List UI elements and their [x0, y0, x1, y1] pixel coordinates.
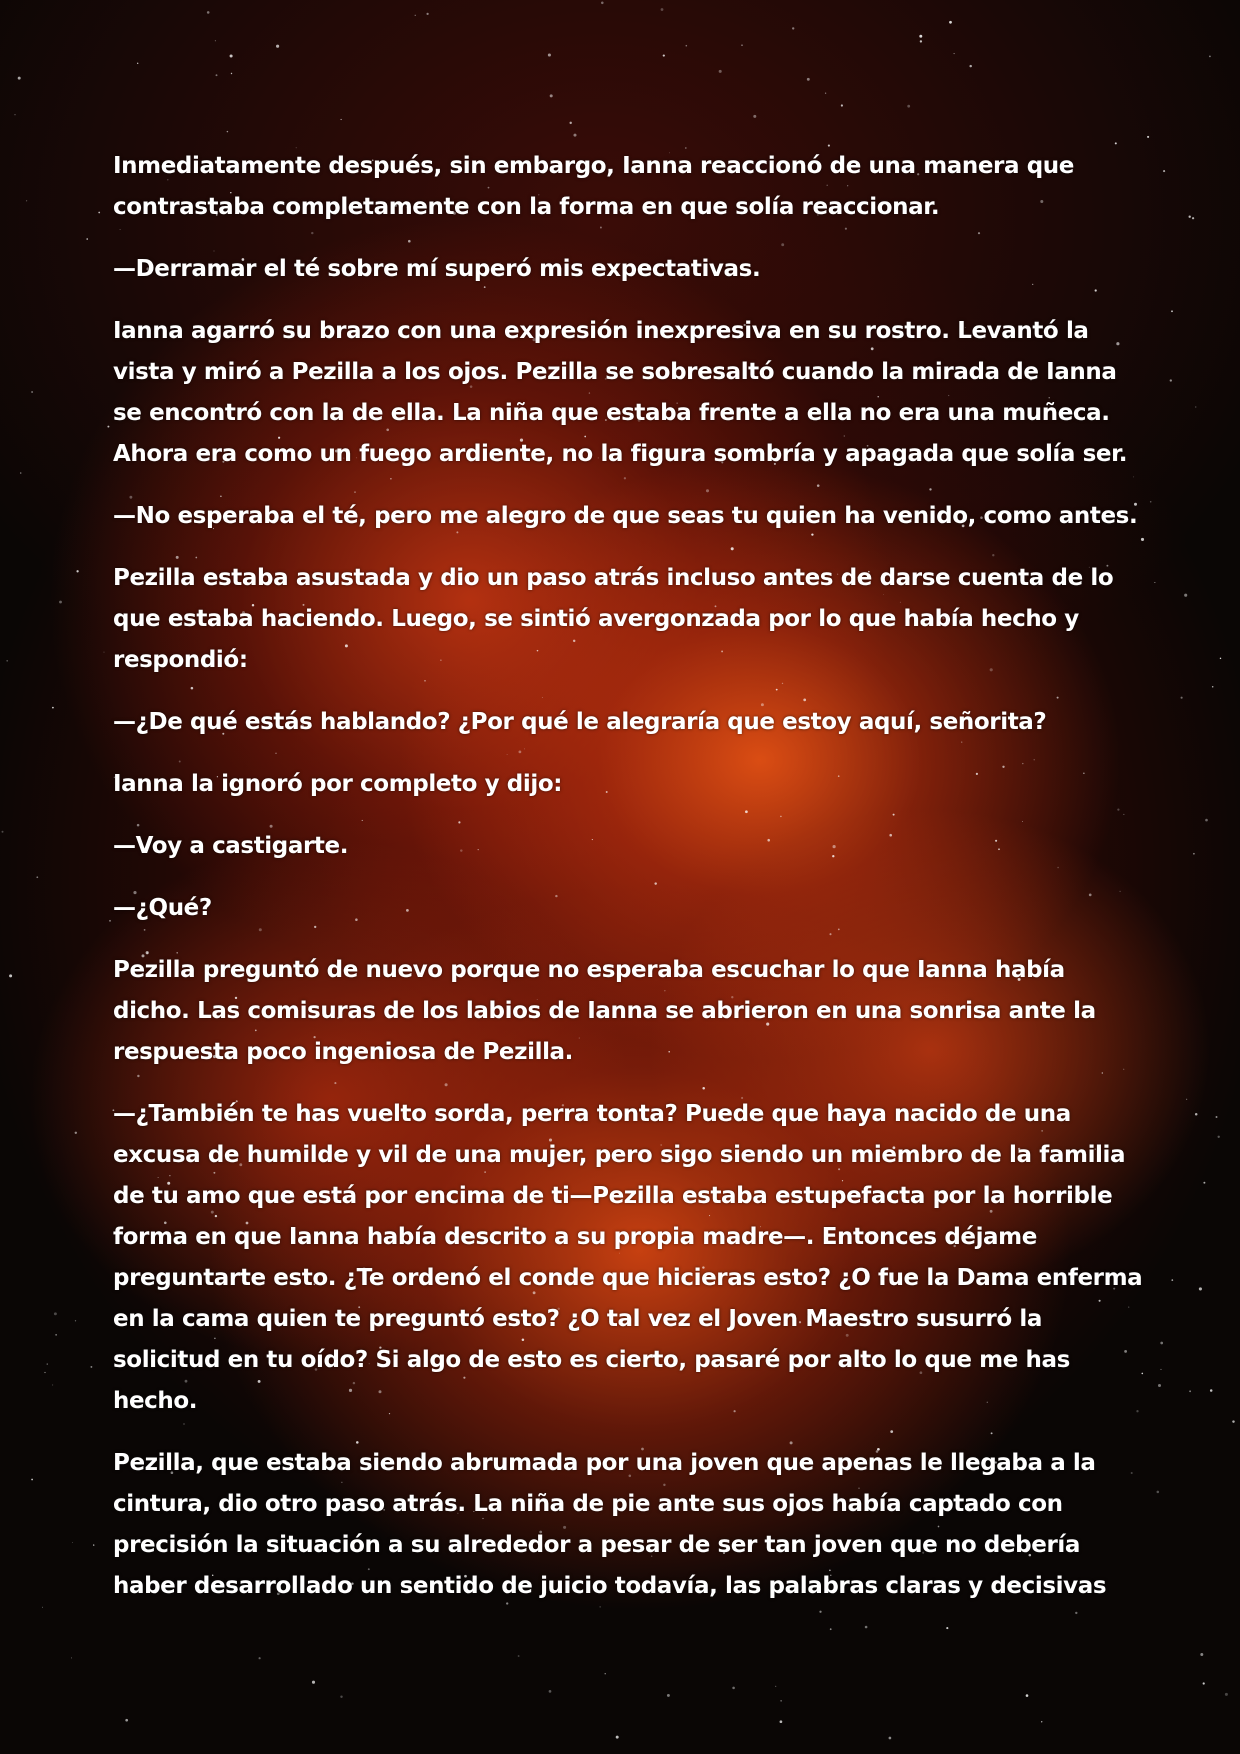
star — [830, 1628, 832, 1630]
star — [1157, 1491, 1160, 1494]
star — [42, 1607, 43, 1608]
star — [753, 115, 756, 118]
star — [949, 21, 952, 24]
star — [93, 1544, 94, 1545]
star — [86, 238, 88, 240]
paragraph: —¿Qué? — [113, 895, 212, 921]
paragraph: —¿De qué estás hablando? ¿Por qué le alegraría que estoy aquí, señorita? — [113, 709, 1047, 735]
star — [1171, 310, 1173, 312]
star — [663, 55, 665, 57]
star — [719, 70, 722, 73]
star — [426, 13, 428, 15]
star — [601, 2, 604, 5]
star — [1220, 658, 1221, 659]
star — [47, 1364, 48, 1365]
star — [44, 1372, 45, 1373]
star — [825, 93, 826, 94]
star — [107, 426, 109, 428]
star — [71, 1657, 72, 1658]
star — [1195, 1113, 1198, 1116]
star — [780, 1700, 781, 1701]
paragraph: Pezilla estaba asustada y dio un paso atrás incluso antes de darse cuenta de lo que estaba haciendo. Luego, se sintió avergonzada por lo que había hecho y respondió: — [113, 565, 1114, 673]
star — [1184, 594, 1187, 597]
star — [31, 391, 33, 393]
paragraph: —Voy a castigarte. — [113, 833, 349, 859]
star — [340, 1695, 342, 1697]
star — [686, 45, 688, 47]
star — [1115, 142, 1117, 144]
star — [732, 1687, 735, 1690]
star — [548, 53, 551, 56]
star — [667, 1694, 670, 1697]
star — [661, 8, 664, 11]
star — [36, 876, 38, 878]
star — [1189, 216, 1191, 218]
star — [1195, 407, 1196, 408]
star — [72, 1542, 73, 1543]
star — [1218, 1136, 1220, 1138]
star — [792, 27, 794, 29]
star — [55, 1334, 56, 1335]
star — [954, 53, 955, 54]
star — [90, 1366, 92, 1368]
star — [605, 1673, 606, 1674]
star — [2, 831, 4, 833]
star — [1200, 1653, 1203, 1656]
star — [969, 65, 971, 67]
star — [109, 920, 111, 922]
star — [1205, 819, 1208, 822]
star — [15, 114, 16, 115]
star — [52, 707, 54, 709]
star — [889, 1737, 892, 1740]
star — [1216, 1116, 1218, 1118]
star — [104, 652, 105, 653]
star — [569, 122, 571, 124]
paragraph: Pezilla, que estaba siendo abrumada por una joven que apenas le llegaba a la cintura, dio otro paso atrás. La niña de pie ante sus ojos había captado con precisión la situación a su alrededor a pesar de ser tan joven que no debería haber desarrollado un sentido de juicio todavía, las palabras claras y decisivas — [113, 1450, 1107, 1599]
star — [1203, 1682, 1205, 1684]
star — [75, 1320, 76, 1321]
star — [312, 1681, 315, 1684]
star — [76, 570, 78, 572]
star — [341, 119, 342, 120]
star — [518, 1655, 520, 1657]
star — [125, 1719, 128, 1722]
star — [1209, 56, 1211, 58]
star — [1171, 1279, 1173, 1281]
star — [1161, 1369, 1162, 1370]
star — [215, 40, 216, 41]
star — [227, 131, 228, 132]
star — [780, 1720, 783, 1723]
star — [1170, 379, 1172, 381]
star — [919, 35, 922, 38]
star — [741, 44, 743, 46]
star — [26, 200, 27, 201]
star — [415, 15, 416, 16]
star — [31, 1479, 33, 1481]
star — [98, 212, 100, 214]
star — [775, 1686, 776, 1687]
paragraph: Ianna agarró su brazo con una expresión inexpresiva en su rostro. Levantó la vista y miró a Pezilla a los ojos. Pezilla se sobresaltó cuando la mirada de Ianna se encontró con la de ella. La niña que estaba frente a ella no era una muñeca. Ahora era como un fuego ardiente, no la figura sombría y apagada que solía ser. — [113, 318, 1128, 467]
star — [1212, 686, 1214, 688]
star — [207, 11, 210, 14]
star — [1225, 1693, 1228, 1696]
star — [1158, 1384, 1161, 1387]
star — [6, 660, 8, 662]
star — [59, 601, 62, 604]
star — [1150, 501, 1152, 503]
star — [1203, 1182, 1205, 1184]
paragraph: Pezilla preguntó de nuevo porque no esperaba escuchar lo que Ianna había dicho. Las comisuras de los labios de Ianna se abrieron en una sonrisa ante la respuesta poco ingeniosa de Pezilla. — [113, 957, 1096, 1065]
paragraph: Ianna la ignoró por completo y dijo: — [113, 771, 563, 797]
star — [276, 45, 279, 48]
star — [1160, 1342, 1163, 1345]
star — [1026, 1694, 1029, 1697]
star — [259, 1657, 261, 1659]
star — [1154, 582, 1155, 583]
paragraph: —¿También te has vuelto sorda, perra tonta? Puede que haya nacido de una excusa de humilde y vil de una mujer, pero sigo siendo un miembro de la familia de tu amo que está por encima de ti—Pezilla estaba estupefacta por la horrible forma en que Ianna había descrito a su propia madre—. Entonces déjame preguntarte esto. ¿Te ordenó el conde que hicieras esto? ¿O fue la Dama enferma en la cama quien te preguntó esto? ¿O tal vez el Joven Maestro susurró la solicitud en tu oído? Si algo de esto es cierto, pasaré por alto lo que me has hecho. — [113, 1101, 1143, 1414]
paragraph: —No esperaba el té, pero me alegro de que seas tu quien ha venido, como antes. — [113, 503, 1138, 529]
star — [54, 1312, 57, 1315]
star — [549, 1690, 552, 1693]
star — [1192, 217, 1194, 219]
star — [550, 94, 553, 97]
star — [216, 74, 218, 76]
paragraph: Inmediatamente después, sin embargo, Ianna reaccionó de una manera que contrastaba completamente con la forma en que solía reaccionar. — [113, 153, 1074, 220]
star — [1193, 853, 1195, 855]
star — [841, 104, 843, 106]
star — [52, 1384, 53, 1385]
star — [20, 472, 22, 474]
star — [920, 40, 922, 42]
star — [1186, 1099, 1187, 1100]
star — [75, 1132, 77, 1134]
star — [1232, 1420, 1234, 1422]
star — [1147, 136, 1149, 138]
star — [1041, 1721, 1042, 1722]
star — [1189, 1390, 1191, 1392]
star — [1181, 697, 1183, 699]
star — [1210, 1389, 1213, 1392]
star — [807, 78, 810, 81]
star — [1163, 170, 1165, 172]
star — [9, 974, 12, 977]
star — [573, 134, 576, 137]
paragraph: —Derramar el té sobre mí superó mis expectativas. — [113, 256, 761, 282]
star — [907, 105, 910, 108]
star — [230, 54, 233, 57]
star — [137, 63, 138, 64]
star — [1199, 1287, 1202, 1290]
star — [18, 77, 21, 80]
star — [616, 1736, 619, 1739]
document-body — [113, 146, 1143, 1628]
star — [231, 73, 232, 74]
